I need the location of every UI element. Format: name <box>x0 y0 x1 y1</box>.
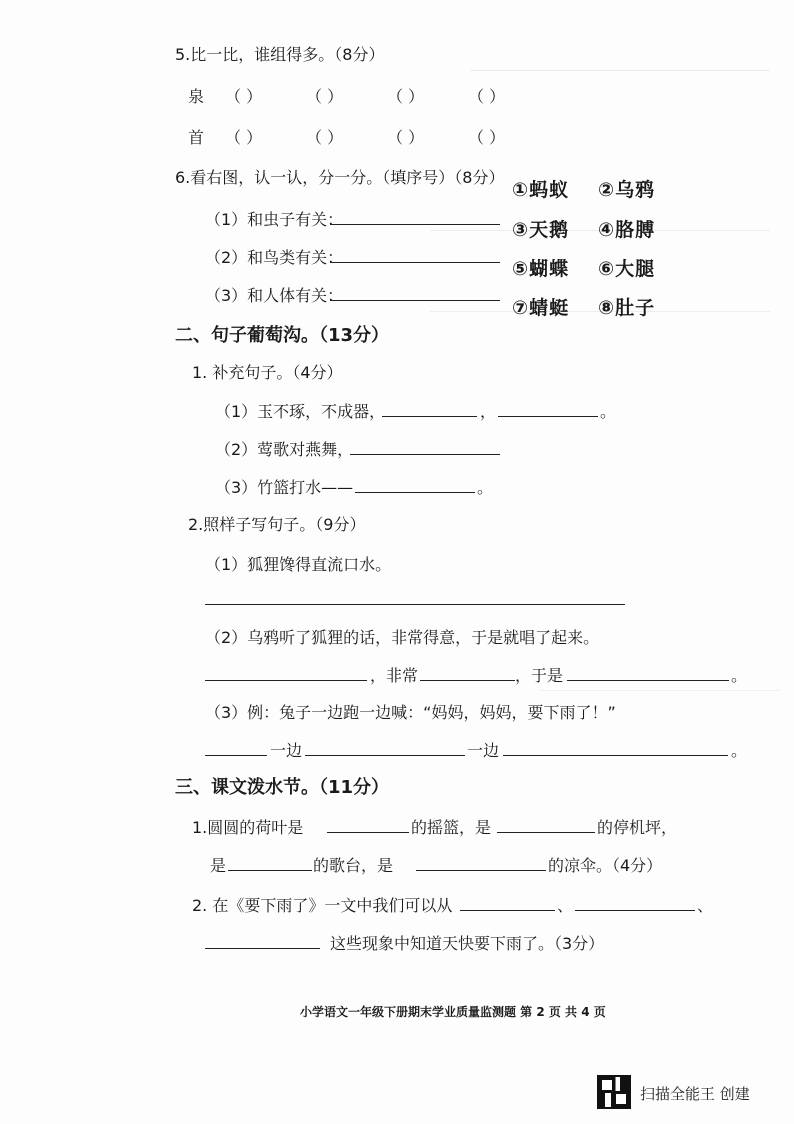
sec3-q2-part-a: 2. 在《要下雨了》一文中我们可以从 <box>192 896 453 915</box>
q6-item-3: （3）和人体有关： <box>205 286 344 305</box>
q6-option-2: ②乌鸦 <box>598 179 656 201</box>
q6-answer-3[interactable] <box>330 300 500 301</box>
q6-title: 6.看右图，认一认，分一分。（填序号）（8分） <box>175 168 505 187</box>
sec2-q2-answer-3c[interactable] <box>503 755 728 756</box>
q6-option-3: ③天鹅 <box>512 219 570 241</box>
sec2-q1-title: 1. 补充句子。（4分） <box>192 363 343 382</box>
sec2-q2-fill-3c: 。 <box>731 741 748 760</box>
q5-row1-blank-4[interactable]: （ ） <box>468 87 506 106</box>
sec2-q1-s1-blank-2[interactable] <box>498 416 598 417</box>
sec2-q1-s2-prompt: （2）莺歌对燕舞， <box>215 440 354 459</box>
sec3-q1-part-a: 1.圆圆的荷叶是 <box>192 818 304 837</box>
sec2-q2-answer-3a[interactable] <box>205 755 267 756</box>
sec2-q2-answer-2b[interactable] <box>420 680 515 681</box>
q6-option-7: ⑦蜻蜓 <box>512 297 570 319</box>
q6-answer-1[interactable] <box>330 224 500 225</box>
q6-option-6: ⑥大腿 <box>598 258 656 280</box>
sec2-q1-s1-blank-1[interactable] <box>382 416 477 417</box>
q5-row1-blank-3[interactable]: （ ） <box>387 87 425 106</box>
q5-row1-blank-2[interactable]: （ ） <box>306 87 344 106</box>
q6-item-1: （1）和虫子有关： <box>205 210 344 229</box>
sec2-q1-s1-prompt: （1）玉不琢，不成器， <box>215 402 386 421</box>
q6-option-8: ⑧肚子 <box>598 297 656 319</box>
sec2-q2-answer-2a[interactable] <box>205 680 367 681</box>
sec2-q1-s2-blank[interactable] <box>350 454 500 455</box>
sec2-q2-answer-3b[interactable] <box>305 755 465 756</box>
q5-row2-blank-1[interactable]: （ ） <box>225 128 263 147</box>
sec2-q2-fill-3a: 一边 <box>270 741 303 760</box>
sec2-q2-title: 2.照样子写句子。（9分） <box>188 515 366 534</box>
sec3-q2-part-c: 、 <box>697 896 714 915</box>
section-2-title: 二、句子葡萄沟。（13分） <box>175 325 390 346</box>
sec2-q1-s1-comma: ， <box>480 402 497 421</box>
bleed-through-mark <box>470 40 770 71</box>
sec2-q2-example-3: （3）例：兔子一边跑一边喊：“妈妈，妈妈，要下雨了！” <box>205 703 616 722</box>
sec3-q2-part-d: 这些现象中知道天快要下雨了。（3分） <box>330 934 605 953</box>
sec3-q1-part-f: 的凉伞。（4分） <box>548 856 663 875</box>
sec3-q1-blank-3[interactable] <box>228 870 312 871</box>
q5-row1-blank-1[interactable]: （ ） <box>225 87 263 106</box>
q6-option-4: ④胳膊 <box>598 219 656 241</box>
q6-item-2: （2）和鸟类有关： <box>205 248 344 267</box>
sec3-q1-part-e: 的歌台，是 <box>313 856 394 875</box>
qr-code-icon <box>597 1075 631 1109</box>
sec3-q2-blank-1[interactable] <box>460 910 555 911</box>
sec2-q2-example-1: （1）狐狸馋得直流口水。 <box>205 555 392 574</box>
q6-option-1: ①蚂蚁 <box>512 179 570 201</box>
sec3-q2-part-b: 、 <box>557 896 574 915</box>
q6-option-5: ⑤蝴蝶 <box>512 258 570 280</box>
sec3-q1-part-d: 是 <box>210 856 227 875</box>
q5-row2-char: 首 <box>188 128 205 147</box>
section-3-title: 三、课文泼水节。（11分） <box>175 777 390 798</box>
sec2-q1-s3-period: 。 <box>477 478 494 497</box>
q5-row1-char: 泉 <box>188 87 205 106</box>
sec3-q1-blank-4[interactable] <box>416 870 546 871</box>
q5-row2-blank-2[interactable]: （ ） <box>306 128 344 147</box>
sec3-q1-part-b: 的摇篮，是 <box>411 818 492 837</box>
sec2-q1-s1-period: 。 <box>600 402 617 421</box>
page-footer: 小学语文一年级下册期末学业质量监测题 第 2 页 共 4 页 <box>300 1005 606 1019</box>
sec3-q1-blank-1[interactable] <box>327 832 409 833</box>
sec2-q2-fill-3b: 一边 <box>467 741 500 760</box>
scanner-watermark: 扫描全能王 创建 <box>640 1085 750 1103</box>
sec2-q2-fill-b: ，于是 <box>515 666 564 685</box>
sec2-q2-fill-a: ，非常 <box>370 666 419 685</box>
sec2-q1-s3-prompt: （3）竹篮打水—— <box>215 478 354 497</box>
q5-row2-blank-3[interactable]: （ ） <box>387 128 425 147</box>
sec2-q2-answer-2c[interactable] <box>567 680 729 681</box>
sec2-q2-answer-1[interactable] <box>205 604 625 605</box>
sec3-q2-blank-2[interactable] <box>575 910 695 911</box>
q5-title: 5.比一比，谁组得多。（8分） <box>175 45 385 64</box>
q6-answer-2[interactable] <box>330 262 500 263</box>
sec2-q2-example-2: （2）乌鸦听了狐狸的话，非常得意，于是就唱了起来。 <box>205 628 600 647</box>
q5-row2-blank-4[interactable]: （ ） <box>468 128 506 147</box>
sec3-q2-blank-3[interactable] <box>205 948 320 949</box>
sec3-q1-part-c: 的停机坪， <box>597 818 678 837</box>
sec2-q2-fill-c: 。 <box>731 666 748 685</box>
sec2-q1-s3-blank[interactable] <box>355 492 475 493</box>
sec3-q1-blank-2[interactable] <box>497 832 595 833</box>
